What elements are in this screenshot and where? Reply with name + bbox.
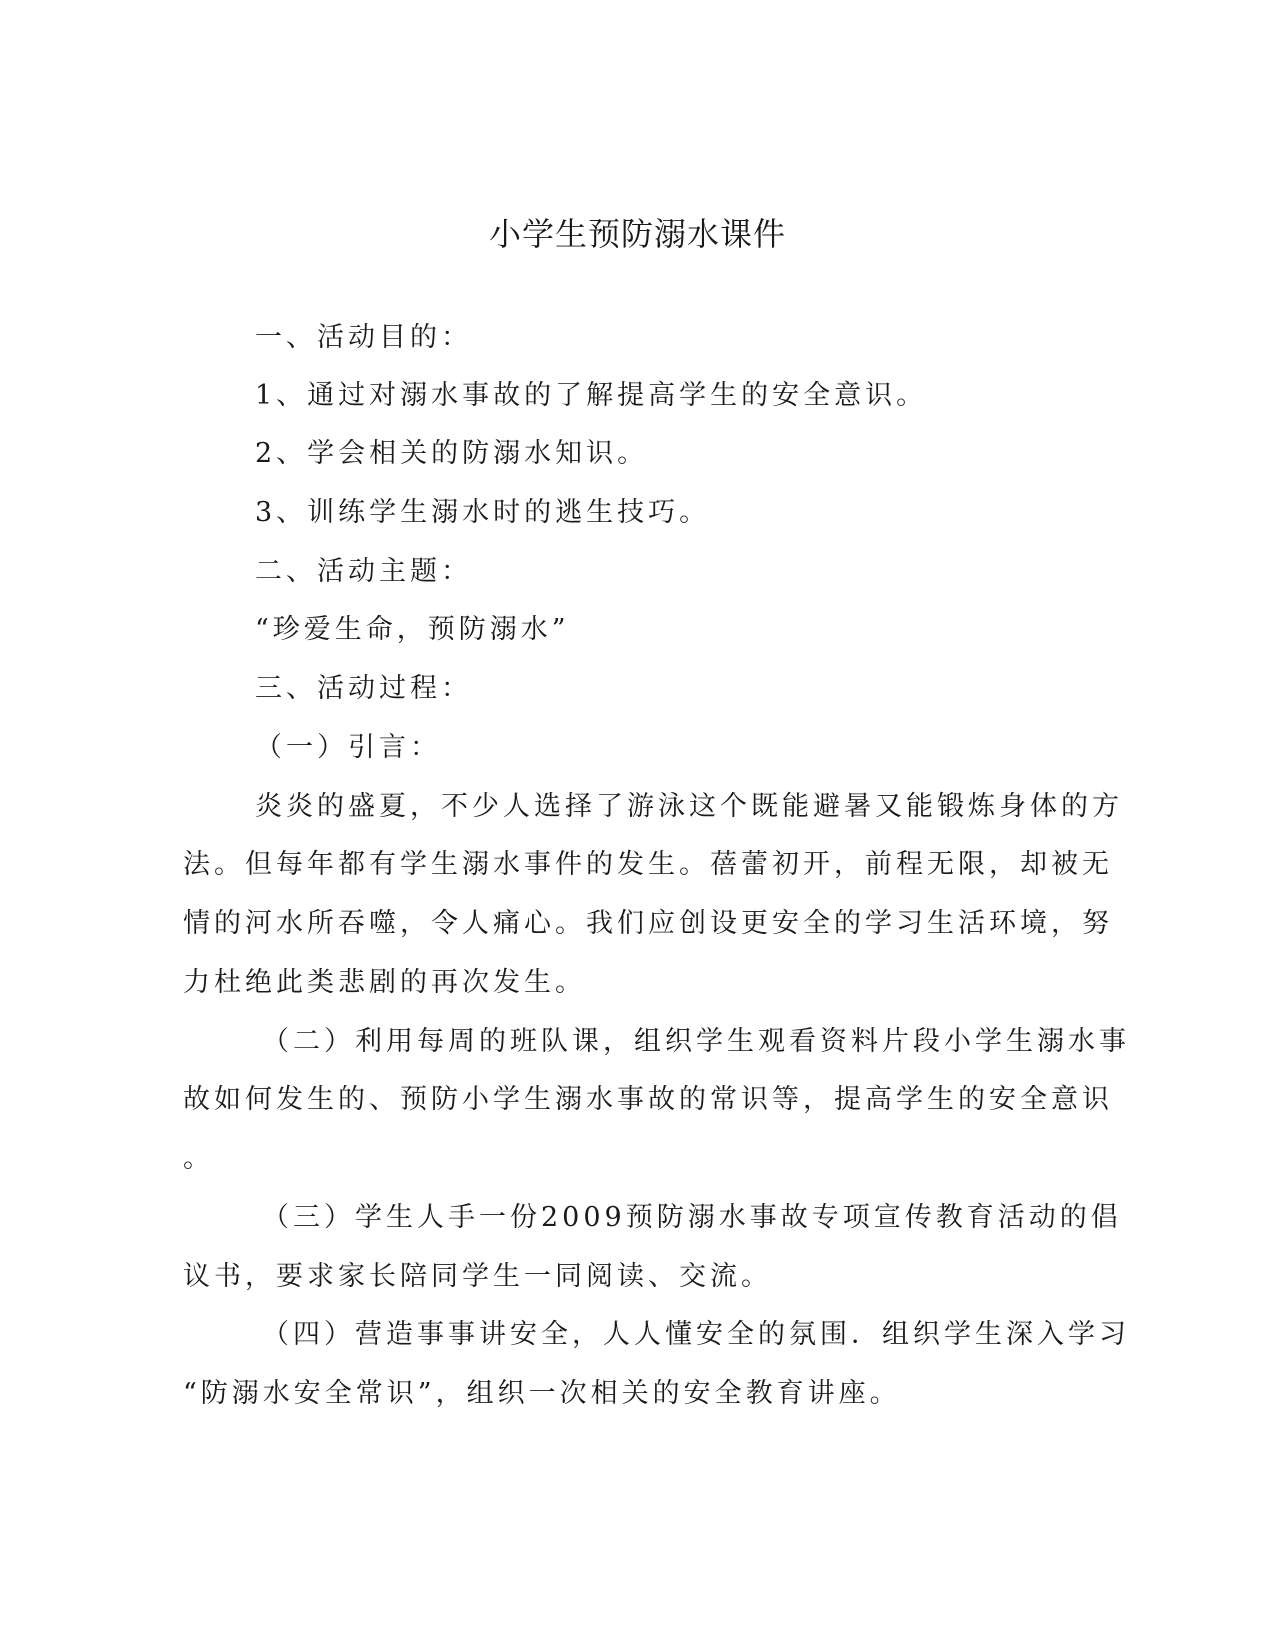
purpose-item-3: 3、训练学生溺水时的逃生技巧。 — [255, 497, 711, 528]
purpose-item-2: 2、学会相关的防溺水知识。 — [255, 438, 649, 469]
theme-text: “珍爱生命，预防溺水” — [255, 614, 570, 645]
paragraph-line: 力杜绝此类悲剧的再次发生。 — [183, 967, 586, 998]
paragraph-line: （三）学生人手一份2009预防溺水事故专项宣传教育活动的倡 — [262, 1202, 1122, 1233]
paragraph-line: 故如何发生的、预防小学生溺水事故的常识等，提高学生的安全意识 — [183, 1084, 1113, 1115]
paragraph-line: 议书，要求家长陪同学生一同阅读、交流。 — [183, 1261, 772, 1292]
paragraph-line: （二）利用每周的班队课，组织学生观看资料片段小学生溺水事 — [262, 1026, 1130, 1057]
document-title: 小学生预防溺水课件 — [488, 215, 786, 253]
paragraph-line: 法。但每年都有学生溺水事件的发生。蓓蕾初开，前程无限，却被无 — [183, 849, 1113, 880]
purpose-item-1: 1、通过对溺水事故的了解提高学生的安全意识。 — [255, 380, 928, 411]
paragraph-line: （四）营造事事讲安全，人人懂安全的氛围．组织学生深入学习 — [262, 1319, 1130, 1350]
paragraph-line: 。 — [183, 1143, 214, 1174]
paragraph-line: 情的河水所吞噬，令人痛心。我们应创设更安全的学习生活环境，努 — [183, 908, 1113, 939]
section-heading-purpose: 一、活动目的： — [255, 322, 472, 353]
section-heading-theme: 二、活动主题： — [255, 556, 472, 587]
paragraph-line: 炎炎的盛夏，不少人选择了游泳这个既能避暑又能锻炼身体的方 — [255, 791, 1123, 822]
paragraph-line: “防溺水安全常识”，组织一次相关的安全教育讲座。 — [183, 1378, 901, 1409]
section-heading-process: 三、活动过程： — [255, 673, 472, 704]
subsection-intro: （一）引言： — [255, 732, 441, 763]
